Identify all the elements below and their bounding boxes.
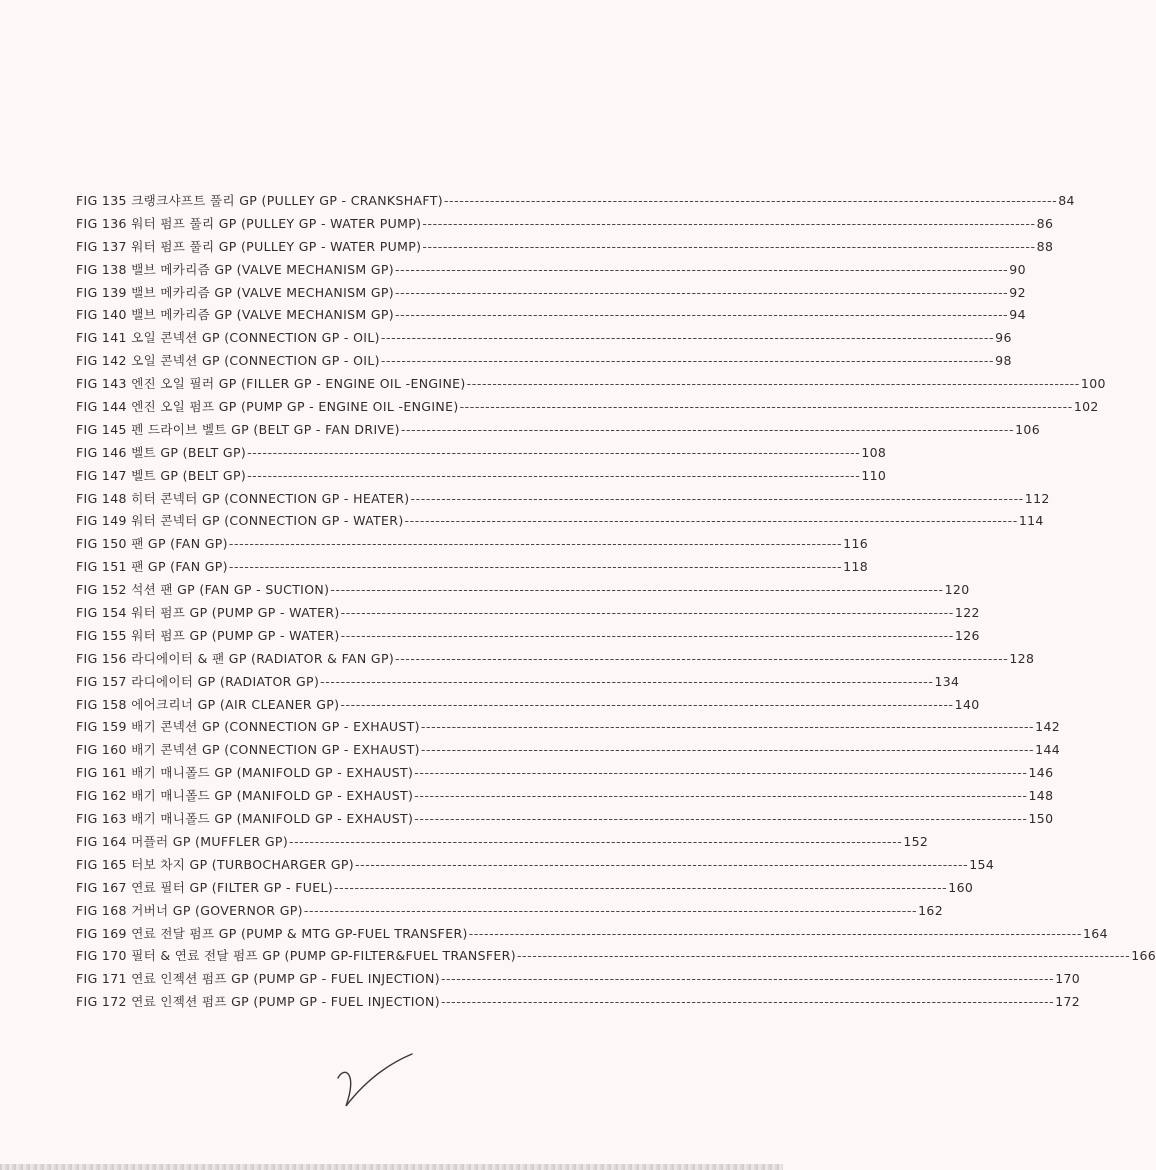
dash-leader: ------------------------------------------------------------------------------------------------------------------------ bbox=[380, 353, 995, 369]
figure-number: FIG 147 bbox=[76, 467, 127, 483]
toc-entry bbox=[76, 603, 980, 626]
toc-entry bbox=[76, 305, 1026, 328]
handwritten-signature bbox=[336, 1052, 416, 1110]
entry-title: 배기 매니폴드 GP (MANIFOLD GP - EXHAUST) bbox=[131, 811, 414, 827]
dash-leader: ------------------------------------------------------------------------------------------------------------------------ bbox=[404, 513, 1018, 529]
toc-entry bbox=[76, 260, 1026, 283]
entry-title: 오일 콘넥션 GP (CONNECTION GP - OIL) bbox=[131, 330, 380, 346]
toc-entry bbox=[76, 328, 1012, 351]
dash-leader: ------------------------------------------------------------------------------------------------------------------------ bbox=[443, 193, 1058, 208]
figure-number: FIG 168 bbox=[76, 902, 127, 918]
figure-number: FIG 161 bbox=[76, 765, 127, 781]
toc-entry bbox=[76, 924, 1108, 947]
figure-number: FIG 152 bbox=[76, 582, 127, 598]
entry-title: 엔진 오일 펌프 GP (PUMP GP - ENGINE OIL -ENGINE) bbox=[131, 399, 459, 415]
entry-title: 석션 팬 GP (FAN GP - SUCTION) bbox=[131, 582, 330, 598]
entry-title: 연료 필터 GP (FILTER GP - FUEL) bbox=[131, 879, 334, 895]
page-number: 152 bbox=[903, 833, 929, 849]
toc-entry bbox=[76, 763, 1054, 786]
page-number: 102 bbox=[1073, 399, 1099, 415]
entry-title: 배기 매니폴드 GP (MANIFOLD GP - EXHAUST) bbox=[131, 765, 414, 781]
page-number: 112 bbox=[1024, 490, 1050, 506]
entry-title: 연료 인젝션 펌프 GP (PUMP GP - FUEL INJECTION) bbox=[131, 994, 440, 1010]
figure-number: FIG 136 bbox=[76, 215, 127, 231]
dash-leader: ------------------------------------------------------------------------------------------------------------------------ bbox=[440, 971, 1055, 987]
toc-entry bbox=[76, 992, 1081, 1015]
entry-title: 워터 펌프 풀리 GP (PULLEY GP - WATER PUMP) bbox=[131, 215, 422, 231]
entry-title: 필터 & 연료 전달 펌프 GP (PUMP GP-FILTER&FUEL TRANSFER) bbox=[131, 948, 516, 964]
toc-entry bbox=[76, 717, 1061, 740]
figure-number: FIG 137 bbox=[76, 238, 127, 254]
page-number: 84 bbox=[1058, 193, 1075, 208]
entry-title: 밸브 메카리즘 GP (VALVE MECHANISM GP) bbox=[131, 261, 395, 277]
toc-entry bbox=[76, 740, 1061, 763]
entry-title: 벨트 GP (BELT GP) bbox=[131, 467, 247, 483]
page-number: 170 bbox=[1055, 971, 1081, 987]
entry-title: 밸브 메카리즘 GP (VALVE MECHANISM GP) bbox=[131, 284, 395, 300]
dash-leader: ------------------------------------------------------------------------------------------------------------------------ bbox=[228, 559, 843, 575]
dash-leader: ------------------------------------------------------------------------------------------------------------------------ bbox=[340, 696, 954, 712]
toc-entry bbox=[76, 557, 869, 580]
figure-number: FIG 142 bbox=[76, 353, 127, 369]
figure-number: FIG 143 bbox=[76, 376, 127, 392]
figure-number: FIG 145 bbox=[76, 421, 127, 437]
dash-leader: ------------------------------------------------------------------------------------------------------------------------ bbox=[228, 536, 843, 552]
toc-entry bbox=[76, 237, 1054, 260]
entry-title: 히터 콘넥터 GP (CONNECTION GP - HEATER) bbox=[131, 490, 410, 506]
entry-title: 워터 콘넥터 GP (CONNECTION GP - WATER) bbox=[131, 513, 404, 529]
figure-number: FIG 162 bbox=[76, 788, 127, 804]
page-number: 172 bbox=[1055, 994, 1081, 1010]
dash-leader: ------------------------------------------------------------------------------------------------------------------------ bbox=[414, 765, 1028, 781]
toc-entry bbox=[76, 878, 974, 901]
dash-leader: ------------------------------------------------------------------------------------------------------------------------ bbox=[340, 627, 954, 643]
toc-entry bbox=[76, 695, 980, 718]
dash-leader: ------------------------------------------------------------------------------------------------------------------------ bbox=[414, 788, 1028, 804]
toc-entry bbox=[76, 786, 1054, 809]
page-number: 120 bbox=[944, 582, 970, 598]
page-number: 142 bbox=[1035, 719, 1061, 735]
toc-entry bbox=[76, 351, 1012, 374]
dash-leader: ------------------------------------------------------------------------------------------------------------------------ bbox=[466, 376, 1080, 392]
toc-entry bbox=[76, 466, 887, 489]
dash-leader: ------------------------------------------------------------------------------------------------------------------------ bbox=[395, 261, 1009, 277]
page-number: 100 bbox=[1080, 376, 1106, 392]
entry-title: 거버너 GP (GOVERNOR GP) bbox=[131, 902, 303, 918]
page-number: 150 bbox=[1028, 811, 1054, 827]
figure-number: FIG 135 bbox=[76, 193, 127, 208]
page-number: 92 bbox=[1009, 284, 1026, 300]
dash-leader: ------------------------------------------------------------------------------------------------------------------------ bbox=[516, 948, 1131, 964]
figure-number: FIG 169 bbox=[76, 925, 127, 941]
dash-leader: ------------------------------------------------------------------------------------------------------------------------ bbox=[289, 833, 903, 849]
page-number: 108 bbox=[861, 444, 887, 460]
entry-title: 터보 차지 GP (TURBOCHARGER GP) bbox=[131, 856, 354, 872]
entry-title: 배기 콘넥션 GP (CONNECTION GP - EXHAUST) bbox=[131, 719, 420, 735]
toc-entry bbox=[76, 420, 1041, 443]
dash-leader: ------------------------------------------------------------------------------------------------------------------------ bbox=[334, 879, 948, 895]
dash-leader: ------------------------------------------------------------------------------------------------------------------------ bbox=[303, 902, 918, 918]
toc-entry bbox=[76, 534, 869, 557]
dash-leader: ------------------------------------------------------------------------------------------------------------------------ bbox=[414, 811, 1028, 827]
toc-entry bbox=[76, 969, 1081, 992]
dash-leader: ------------------------------------------------------------------------------------------------------------------------ bbox=[395, 650, 1009, 666]
figure-number: FIG 140 bbox=[76, 307, 127, 323]
entry-title: 엔진 오일 필러 GP (FILLER GP - ENGINE OIL -ENGINE) bbox=[131, 376, 466, 392]
figure-number: FIG 160 bbox=[76, 742, 127, 758]
toc-entry bbox=[76, 443, 887, 466]
toc-entry bbox=[76, 191, 1075, 214]
toc-entry bbox=[76, 580, 970, 603]
page-number: 98 bbox=[995, 353, 1012, 369]
figure-number: FIG 172 bbox=[76, 994, 127, 1010]
dash-leader: ------------------------------------------------------------------------------------------------------------------------ bbox=[422, 215, 1036, 231]
figure-number: FIG 171 bbox=[76, 971, 127, 987]
figure-number: FIG 139 bbox=[76, 284, 127, 300]
figure-number: FIG 141 bbox=[76, 330, 127, 346]
entry-title: 밸브 메카리즘 GP (VALVE MECHANISM GP) bbox=[131, 307, 395, 323]
entry-title: 팬 GP (FAN GP) bbox=[131, 536, 228, 552]
entry-title: 워터 펌프 GP (PUMP GP - WATER) bbox=[131, 627, 340, 643]
page-number: 96 bbox=[995, 330, 1012, 346]
page-number: 86 bbox=[1036, 215, 1054, 231]
figure-number: FIG 146 bbox=[76, 444, 127, 460]
entry-title: 연료 전달 펌프 GP (PUMP & MTG GP-FUEL TRANSFER) bbox=[131, 925, 468, 941]
figure-number: FIG 164 bbox=[76, 833, 127, 849]
entry-title: 펜 드라이브 벨트 GP (BELT GP - FAN DRIVE) bbox=[131, 421, 400, 437]
entry-title: 워터 펌프 풀리 GP (PULLEY GP - WATER PUMP) bbox=[131, 238, 422, 254]
dash-leader: ------------------------------------------------------------------------------------------------------------------------ bbox=[420, 719, 1035, 735]
entry-title: 머플러 GP (MUFFLER GP) bbox=[131, 833, 289, 849]
page-number: 94 bbox=[1009, 307, 1026, 323]
dash-leader: ------------------------------------------------------------------------------------------------------------------------ bbox=[330, 582, 944, 598]
page-number: 166 bbox=[1131, 948, 1156, 964]
page-number: 122 bbox=[954, 605, 980, 621]
entry-title: 라디에이터 GP (RADIATOR GP) bbox=[131, 673, 320, 689]
entry-title: 크랭크샤프트 풀리 GP (PULLEY GP - CRANKSHAFT) bbox=[131, 193, 443, 208]
entry-title: 에어크리너 GP (AIR CLEANER GP) bbox=[131, 696, 340, 712]
figure-number: FIG 158 bbox=[76, 696, 127, 712]
toc-entry bbox=[76, 901, 944, 924]
page-number: 144 bbox=[1035, 742, 1061, 758]
entry-title: 연료 인젝션 펌프 GP (PUMP GP - FUEL INJECTION) bbox=[131, 971, 440, 987]
page-number: 148 bbox=[1028, 788, 1054, 804]
page-number: 90 bbox=[1009, 261, 1026, 277]
figure-number: FIG 155 bbox=[76, 627, 127, 643]
dash-leader: ------------------------------------------------------------------------------------------------------------------------ bbox=[422, 238, 1036, 254]
toc-entry bbox=[76, 626, 980, 649]
toc-entry bbox=[76, 649, 1035, 672]
toc-entry bbox=[76, 283, 1026, 306]
entry-title: 워터 펌프 GP (PUMP GP - WATER) bbox=[131, 605, 340, 621]
figure-number: FIG 157 bbox=[76, 673, 127, 689]
entry-title: 배기 매니폴드 GP (MANIFOLD GP - EXHAUST) bbox=[131, 788, 414, 804]
figure-number: FIG 150 bbox=[76, 536, 127, 552]
figure-number: FIG 148 bbox=[76, 490, 127, 506]
table-of-contents bbox=[76, 191, 1156, 1015]
page-number: 162 bbox=[918, 902, 944, 918]
toc-entry bbox=[76, 489, 1050, 512]
figure-number: FIG 138 bbox=[76, 261, 127, 277]
toc-entry bbox=[76, 397, 1099, 420]
page-number: 160 bbox=[948, 879, 974, 895]
dash-leader: ------------------------------------------------------------------------------------------------------------------------ bbox=[459, 399, 1073, 415]
dash-leader: ------------------------------------------------------------------------------------------------------------------------ bbox=[410, 490, 1024, 506]
page-number: 164 bbox=[1082, 925, 1108, 941]
figure-number: FIG 149 bbox=[76, 513, 127, 529]
figure-number: FIG 151 bbox=[76, 559, 127, 575]
figure-number: FIG 144 bbox=[76, 399, 127, 415]
page-number: 114 bbox=[1018, 513, 1044, 529]
dash-leader: ------------------------------------------------------------------------------------------------------------------------ bbox=[247, 444, 861, 460]
toc-entry bbox=[76, 374, 1106, 397]
page-number: 88 bbox=[1036, 238, 1054, 254]
figure-number: FIG 170 bbox=[76, 948, 127, 964]
dash-leader: ------------------------------------------------------------------------------------------------------------------------ bbox=[420, 742, 1035, 758]
entry-title: 라디에이터 & 팬 GP (RADIATOR & FAN GP) bbox=[131, 650, 395, 666]
toc-entry bbox=[76, 214, 1054, 237]
page-number: 118 bbox=[843, 559, 869, 575]
entry-title: 벨트 GP (BELT GP) bbox=[131, 444, 247, 460]
page-number: 134 bbox=[934, 673, 960, 689]
dash-leader: ------------------------------------------------------------------------------------------------------------------------ bbox=[468, 925, 1082, 941]
page-number: 126 bbox=[954, 627, 980, 643]
figure-number: FIG 159 bbox=[76, 719, 127, 735]
entry-title: 배기 콘넥션 GP (CONNECTION GP - EXHAUST) bbox=[131, 742, 420, 758]
figure-number: FIG 163 bbox=[76, 811, 127, 827]
dash-leader: ------------------------------------------------------------------------------------------------------------------------ bbox=[340, 605, 954, 621]
entry-title: 팬 GP (FAN GP) bbox=[131, 559, 228, 575]
page-number: 154 bbox=[969, 856, 995, 872]
scan-edge-artifact bbox=[0, 1164, 783, 1170]
dash-leader: ------------------------------------------------------------------------------------------------------------------------ bbox=[247, 467, 861, 483]
toc-entry bbox=[76, 855, 995, 878]
figure-number: FIG 167 bbox=[76, 879, 127, 895]
toc-entry bbox=[76, 672, 960, 695]
toc-entry bbox=[76, 511, 1044, 534]
toc-entry bbox=[76, 946, 1156, 969]
dash-leader: ------------------------------------------------------------------------------------------------------------------------ bbox=[395, 307, 1009, 323]
figure-number: FIG 154 bbox=[76, 605, 127, 621]
dash-leader: ------------------------------------------------------------------------------------------------------------------------ bbox=[395, 284, 1009, 300]
toc-entry bbox=[76, 809, 1054, 832]
figure-number: FIG 165 bbox=[76, 856, 127, 872]
page-number: 140 bbox=[954, 696, 980, 712]
dash-leader: ------------------------------------------------------------------------------------------------------------------------ bbox=[440, 994, 1055, 1010]
dash-leader: ------------------------------------------------------------------------------------------------------------------------ bbox=[400, 421, 1015, 437]
dash-leader: ------------------------------------------------------------------------------------------------------------------------ bbox=[354, 856, 969, 872]
figure-number: FIG 156 bbox=[76, 650, 127, 666]
toc-entry bbox=[76, 832, 929, 855]
dash-leader: ------------------------------------------------------------------------------------------------------------------------ bbox=[320, 673, 934, 689]
page-number: 106 bbox=[1015, 421, 1041, 437]
page-number: 128 bbox=[1009, 650, 1035, 666]
page-number: 116 bbox=[843, 536, 869, 552]
entry-title: 오일 콘넥션 GP (CONNECTION GP - OIL) bbox=[131, 353, 380, 369]
page-number: 146 bbox=[1028, 765, 1054, 781]
dash-leader: ------------------------------------------------------------------------------------------------------------------------ bbox=[380, 330, 995, 346]
page-number: 110 bbox=[861, 467, 887, 483]
